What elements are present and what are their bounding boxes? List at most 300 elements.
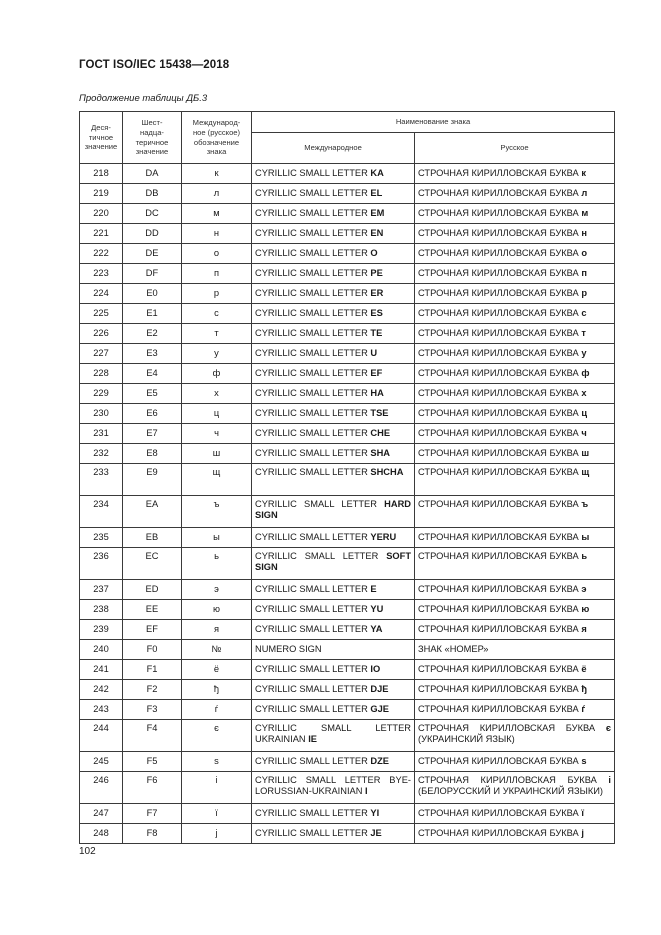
russian-name-letter: ё bbox=[581, 664, 587, 674]
international-name-cell bbox=[252, 184, 415, 204]
international-name-text: CYRILLIC SMALL LETTER bbox=[255, 684, 371, 694]
russian-name-text: СТРОЧНАЯ КИРИЛЛОВСКАЯ БУКВА bbox=[418, 808, 582, 818]
russian-name-text: СТРОЧНАЯ КИРИЛЛОВСКАЯ БУКВА bbox=[418, 388, 582, 398]
national-symbol-cell: ї bbox=[182, 804, 252, 824]
international-name-letter: CHE bbox=[370, 428, 391, 438]
table-row bbox=[80, 600, 615, 620]
hex-value-cell: F7 bbox=[123, 804, 182, 824]
decimal-value-cell: 222 bbox=[80, 244, 123, 264]
international-name-cell bbox=[252, 548, 415, 580]
russian-name-letter: х bbox=[581, 388, 587, 398]
hex-value-cell: EF bbox=[123, 620, 182, 640]
national-symbol-cell: х bbox=[182, 384, 252, 404]
header-name-group: Наименование знака bbox=[252, 112, 615, 133]
national-symbol-cell: № bbox=[182, 640, 252, 660]
international-name-letter: E bbox=[370, 584, 377, 594]
international-name-text: CYRILLIC SMALL LETTER bbox=[255, 168, 371, 178]
hex-value-cell: DA bbox=[123, 164, 182, 184]
russian-name-cell bbox=[415, 464, 615, 496]
national-symbol-cell: є bbox=[182, 720, 252, 752]
russian-name-letter: п bbox=[581, 268, 587, 278]
russian-name-cell bbox=[415, 384, 615, 404]
international-name-cell bbox=[252, 680, 415, 700]
decimal-value-cell: 239 bbox=[80, 620, 123, 640]
international-name-letter: TSE bbox=[370, 408, 389, 418]
table-row bbox=[80, 184, 615, 204]
hex-value-cell: EC bbox=[123, 548, 182, 580]
russian-name-text: СТРОЧНАЯ КИРИЛЛОВСКАЯ БУКВА bbox=[418, 168, 582, 178]
national-symbol-cell: ђ bbox=[182, 680, 252, 700]
decimal-value-cell: 246 bbox=[80, 772, 123, 804]
national-symbol-cell: н bbox=[182, 224, 252, 244]
decimal-value-cell: 223 bbox=[80, 264, 123, 284]
russian-name-letter: і bbox=[608, 775, 611, 785]
international-name-text: CYRILLIC SMALL LETTER bbox=[255, 499, 385, 509]
header-decimal: Деся- тичное значение bbox=[80, 112, 123, 164]
national-symbol-cell: ё bbox=[182, 660, 252, 680]
international-name-letter: JE bbox=[370, 828, 382, 838]
table-row bbox=[80, 496, 615, 528]
table-row bbox=[80, 700, 615, 720]
russian-name-cell bbox=[415, 364, 615, 384]
national-symbol-cell: р bbox=[182, 284, 252, 304]
russian-name-letter: ш bbox=[581, 448, 590, 458]
international-name-text: CYRILLIC SMALL LETTER BYE-LORUSSIAN-UKRAINIAN bbox=[255, 775, 411, 796]
russian-name-cell bbox=[415, 444, 615, 464]
russian-name-cell bbox=[415, 580, 615, 600]
international-name-letter: U bbox=[370, 348, 378, 358]
table-row bbox=[80, 804, 615, 824]
russian-name-cell bbox=[415, 528, 615, 548]
decimal-value-cell: 247 bbox=[80, 804, 123, 824]
russian-name-text: СТРОЧНАЯ КИРИЛЛОВСКАЯ БУКВА bbox=[418, 828, 582, 838]
international-name-cell bbox=[252, 424, 415, 444]
international-name-text: CYRILLIC SMALL LETTER bbox=[255, 584, 371, 594]
table-row bbox=[80, 264, 615, 284]
russian-name-note: (БЕЛОРУССКИЙ И УКРАИНСКИЙ ЯЗЫКИ) bbox=[418, 786, 604, 796]
table-row bbox=[80, 404, 615, 424]
international-name-text: CYRILLIC SMALL LETTER bbox=[255, 408, 371, 418]
national-symbol-cell: ѓ bbox=[182, 700, 252, 720]
table-row bbox=[80, 364, 615, 384]
russian-name-cell bbox=[415, 404, 615, 424]
russian-name-letter: щ bbox=[581, 467, 590, 477]
international-name-letter: YU bbox=[370, 604, 384, 614]
decimal-value-cell: 241 bbox=[80, 660, 123, 680]
international-name-text: CYRILLIC SMALL LETTER bbox=[255, 228, 371, 238]
decimal-value-cell: 231 bbox=[80, 424, 123, 444]
hex-value-cell: DF bbox=[123, 264, 182, 284]
russian-name-cell bbox=[415, 264, 615, 284]
hex-value-cell: F0 bbox=[123, 640, 182, 660]
russian-name-text: СТРОЧНАЯ КИРИЛЛОВСКАЯ БУКВА bbox=[418, 551, 582, 561]
decimal-value-cell: 236 bbox=[80, 548, 123, 580]
table-row bbox=[80, 580, 615, 600]
hex-value-cell: ED bbox=[123, 580, 182, 600]
international-name-cell bbox=[252, 528, 415, 548]
russian-name-letter: є bbox=[605, 723, 611, 733]
international-name-text: CYRILLIC SMALL LETTER bbox=[255, 551, 387, 561]
international-name-cell bbox=[252, 752, 415, 772]
international-name-letter: EF bbox=[370, 368, 383, 378]
international-name-letter: HARD SIGN bbox=[255, 499, 411, 520]
russian-name-text: СТРОЧНАЯ КИРИЛЛОВСКАЯ БУКВА bbox=[418, 328, 582, 338]
table-row bbox=[80, 660, 615, 680]
table-row bbox=[80, 680, 615, 700]
international-name-text: CYRILLIC SMALL LETTER UKRAINIAN bbox=[255, 723, 411, 744]
international-name-cell bbox=[252, 364, 415, 384]
russian-name-letter: н bbox=[581, 228, 587, 238]
hex-value-cell: F8 bbox=[123, 824, 182, 844]
russian-name-cell bbox=[415, 772, 615, 804]
russian-name-text: СТРОЧНАЯ КИРИЛЛОВСКАЯ БУКВА bbox=[418, 188, 582, 198]
russian-name-text: СТРОЧНАЯ КИРИЛЛОВСКАЯ БУКВА bbox=[418, 775, 609, 785]
table-row bbox=[80, 244, 615, 264]
table-row bbox=[80, 752, 615, 772]
table-row bbox=[80, 204, 615, 224]
international-name-cell bbox=[252, 660, 415, 680]
russian-name-letter: ї bbox=[581, 808, 584, 818]
russian-name-letter: т bbox=[581, 328, 586, 338]
international-name-text: CYRILLIC SMALL LETTER bbox=[255, 368, 371, 378]
russian-name-letter: э bbox=[581, 584, 587, 594]
international-name-text: CYRILLIC SMALL LETTER bbox=[255, 428, 371, 438]
international-name-cell bbox=[252, 640, 415, 660]
russian-name-cell bbox=[415, 284, 615, 304]
international-name-letter: ER bbox=[370, 288, 384, 298]
national-symbol-cell: п bbox=[182, 264, 252, 284]
russian-name-cell bbox=[415, 640, 615, 660]
hex-value-cell: F5 bbox=[123, 752, 182, 772]
international-name-cell bbox=[252, 404, 415, 424]
table-row bbox=[80, 224, 615, 244]
russian-name-text: СТРОЧНАЯ КИРИЛЛОВСКАЯ БУКВА bbox=[418, 348, 582, 358]
national-symbol-cell: ь bbox=[182, 548, 252, 580]
international-name-text: CYRILLIC SMALL LETTER bbox=[255, 756, 371, 766]
table-row bbox=[80, 824, 615, 844]
russian-name-letter: м bbox=[581, 208, 589, 218]
decimal-value-cell: 245 bbox=[80, 752, 123, 772]
national-symbol-cell: ј bbox=[182, 824, 252, 844]
russian-name-cell bbox=[415, 720, 615, 752]
header-national-symbol: Междунарoд- ное (русское) обозначение знака bbox=[182, 112, 252, 164]
russian-name-text: СТРОЧНАЯ КИРИЛЛОВСКАЯ БУКВА bbox=[418, 368, 582, 378]
decimal-value-cell: 229 bbox=[80, 384, 123, 404]
hex-value-cell: DD bbox=[123, 224, 182, 244]
russian-name-text: СТРОЧНАЯ КИРИЛЛОВСКАЯ БУКВА bbox=[418, 704, 582, 714]
national-symbol-cell: і bbox=[182, 772, 252, 804]
international-name-text: CYRILLIC SMALL LETTER bbox=[255, 388, 371, 398]
hex-value-cell: F1 bbox=[123, 660, 182, 680]
russian-name-cell bbox=[415, 424, 615, 444]
international-name-text: CYRILLIC SMALL LETTER bbox=[255, 188, 371, 198]
russian-name-letter: ч bbox=[581, 428, 587, 438]
russian-name-letter: л bbox=[581, 188, 588, 198]
decimal-value-cell: 243 bbox=[80, 700, 123, 720]
russian-name-cell bbox=[415, 344, 615, 364]
international-name-letter: SHA bbox=[370, 448, 391, 458]
decimal-value-cell: 224 bbox=[80, 284, 123, 304]
decimal-value-cell: 227 bbox=[80, 344, 123, 364]
international-name-text: CYRILLIC SMALL LETTER bbox=[255, 604, 371, 614]
russian-name-letter: к bbox=[581, 168, 586, 178]
international-name-letter: EL bbox=[370, 188, 383, 198]
international-name-cell bbox=[252, 164, 415, 184]
russian-name-text: СТРОЧНАЯ КИРИЛЛОВСКАЯ БУКВА bbox=[418, 624, 582, 634]
international-name-text: CYRILLIC SMALL LETTER bbox=[255, 704, 371, 714]
national-symbol-cell: щ bbox=[182, 464, 252, 496]
russian-name-cell bbox=[415, 324, 615, 344]
decimal-value-cell: 220 bbox=[80, 204, 123, 224]
russian-name-text: СТРОЧНАЯ КИРИЛЛОВСКАЯ БУКВА bbox=[418, 428, 582, 438]
international-name-letter: GJE bbox=[370, 704, 389, 714]
international-name-letter: SHCHA bbox=[370, 467, 404, 477]
russian-name-cell bbox=[415, 600, 615, 620]
international-name-letter: YERU bbox=[370, 532, 397, 542]
table-row bbox=[80, 528, 615, 548]
russian-name-letter: ю bbox=[581, 604, 590, 614]
table-row bbox=[80, 772, 615, 804]
russian-name-cell bbox=[415, 164, 615, 184]
russian-name-text: СТРОЧНАЯ КИРИЛЛОВСКАЯ БУКВА bbox=[418, 308, 582, 318]
international-name-text: CYRILLIC SMALL LETTER bbox=[255, 664, 371, 674]
russian-name-cell bbox=[415, 752, 615, 772]
national-symbol-cell: ъ bbox=[182, 496, 252, 528]
international-name-letter: EM bbox=[370, 208, 385, 218]
russian-name-text: СТРОЧНАЯ КИРИЛЛОВСКАЯ БУКВА bbox=[418, 268, 582, 278]
russian-name-text: СТРОЧНАЯ КИРИЛЛОВСКАЯ БУКВА bbox=[418, 723, 606, 733]
decimal-value-cell: 240 bbox=[80, 640, 123, 660]
decimal-value-cell: 230 bbox=[80, 404, 123, 424]
international-name-cell bbox=[252, 304, 415, 324]
russian-name-text: СТРОЧНАЯ КИРИЛЛОВСКАЯ БУКВА bbox=[418, 408, 582, 418]
international-name-cell bbox=[252, 284, 415, 304]
international-name-letter: ES bbox=[370, 308, 383, 318]
character-table bbox=[79, 111, 615, 844]
russian-name-text: СТРОЧНАЯ КИРИЛЛОВСКАЯ БУКВА bbox=[418, 499, 582, 509]
hex-value-cell: F2 bbox=[123, 680, 182, 700]
russian-name-letter: я bbox=[581, 624, 587, 634]
russian-name-letter: ф bbox=[581, 368, 590, 378]
international-name-cell bbox=[252, 824, 415, 844]
russian-name-letter: s bbox=[581, 756, 587, 766]
hex-value-cell: E7 bbox=[123, 424, 182, 444]
decimal-value-cell: 219 bbox=[80, 184, 123, 204]
hex-value-cell: E3 bbox=[123, 344, 182, 364]
table-row bbox=[80, 324, 615, 344]
table-row bbox=[80, 464, 615, 496]
page-number: 102 bbox=[79, 846, 96, 857]
international-name-text: CYRILLIC SMALL LETTER bbox=[255, 328, 371, 338]
national-symbol-cell: ы bbox=[182, 528, 252, 548]
international-name-letter: DJE bbox=[370, 684, 389, 694]
decimal-value-cell: 225 bbox=[80, 304, 123, 324]
decimal-value-cell: 221 bbox=[80, 224, 123, 244]
russian-name-text: СТРОЧНАЯ КИРИЛЛОВСКАЯ БУКВА bbox=[418, 664, 582, 674]
document-title: ГОСТ ISO/IEC 15438—2018 bbox=[79, 59, 230, 71]
international-name-letter: YI bbox=[370, 808, 380, 818]
table-row bbox=[80, 384, 615, 404]
russian-name-text: СТРОЧНАЯ КИРИЛЛОВСКАЯ БУКВА bbox=[418, 584, 582, 594]
russian-name-letter: ъ bbox=[581, 499, 589, 509]
hex-value-cell: EB bbox=[123, 528, 182, 548]
national-symbol-cell: s bbox=[182, 752, 252, 772]
national-symbol-cell: л bbox=[182, 184, 252, 204]
international-name-letter: I bbox=[365, 786, 368, 796]
hex-value-cell: EE bbox=[123, 600, 182, 620]
international-name-text: CYRILLIC SMALL LETTER bbox=[255, 248, 371, 258]
national-symbol-cell: ш bbox=[182, 444, 252, 464]
russian-name-text: СТРОЧНАЯ КИРИЛЛОВСКАЯ БУКВА bbox=[418, 208, 582, 218]
russian-name-letter: ј bbox=[581, 828, 584, 838]
international-name-cell bbox=[252, 720, 415, 752]
russian-name-letter: ы bbox=[581, 532, 590, 542]
russian-name-cell bbox=[415, 824, 615, 844]
international-name-letter: TE bbox=[370, 328, 383, 338]
international-name-letter: HA bbox=[370, 388, 384, 398]
hex-value-cell: E8 bbox=[123, 444, 182, 464]
table-row bbox=[80, 344, 615, 364]
international-name-cell bbox=[252, 384, 415, 404]
table-row bbox=[80, 164, 615, 184]
international-name-text: CYRILLIC SMALL LETTER bbox=[255, 532, 371, 542]
international-name-cell bbox=[252, 772, 415, 804]
hex-value-cell: E2 bbox=[123, 324, 182, 344]
decimal-value-cell: 232 bbox=[80, 444, 123, 464]
national-symbol-cell: к bbox=[182, 164, 252, 184]
table-row bbox=[80, 304, 615, 324]
international-name-text: CYRILLIC SMALL LETTER bbox=[255, 208, 371, 218]
russian-name-cell bbox=[415, 680, 615, 700]
header-russian: Русское bbox=[415, 133, 615, 164]
international-name-text: CYRILLIC SMALL LETTER bbox=[255, 308, 371, 318]
international-name-cell bbox=[252, 264, 415, 284]
hex-value-cell: F4 bbox=[123, 720, 182, 752]
hex-value-cell: DE bbox=[123, 244, 182, 264]
russian-name-cell bbox=[415, 184, 615, 204]
international-name-letter: YA bbox=[370, 624, 383, 634]
table-row bbox=[80, 720, 615, 752]
international-name-cell bbox=[252, 804, 415, 824]
international-name-cell bbox=[252, 344, 415, 364]
decimal-value-cell: 248 bbox=[80, 824, 123, 844]
decimal-value-cell: 234 bbox=[80, 496, 123, 528]
decimal-value-cell: 226 bbox=[80, 324, 123, 344]
international-name-text: CYRILLIC SMALL LETTER bbox=[255, 448, 371, 458]
international-name-cell bbox=[252, 324, 415, 344]
international-name-cell bbox=[252, 464, 415, 496]
table-caption: Продолжение таблицы ДБ.3 bbox=[79, 93, 208, 104]
national-symbol-cell: о bbox=[182, 244, 252, 264]
table-body bbox=[80, 164, 615, 844]
russian-name-text: СТРОЧНАЯ КИРИЛЛОВСКАЯ БУКВА bbox=[418, 448, 582, 458]
international-name-cell bbox=[252, 496, 415, 528]
international-name-text: NUMERO SIGN bbox=[255, 644, 322, 654]
international-name-letter: PE bbox=[370, 268, 383, 278]
russian-name-cell bbox=[415, 660, 615, 680]
hex-value-cell: E6 bbox=[123, 404, 182, 424]
russian-name-text: СТРОЧНАЯ КИРИЛЛОВСКАЯ БУКВА bbox=[418, 756, 582, 766]
russian-name-letter: ђ bbox=[581, 684, 588, 694]
hex-value-cell: E0 bbox=[123, 284, 182, 304]
decimal-value-cell: 237 bbox=[80, 580, 123, 600]
international-name-text: CYRILLIC SMALL LETTER bbox=[255, 467, 371, 477]
international-name-cell bbox=[252, 580, 415, 600]
national-symbol-cell: т bbox=[182, 324, 252, 344]
international-name-text: CYRILLIC SMALL LETTER bbox=[255, 828, 371, 838]
hex-value-cell: E1 bbox=[123, 304, 182, 324]
russian-name-text: ЗНАК «НОМЕР» bbox=[418, 644, 489, 654]
russian-name-letter: у bbox=[581, 348, 587, 358]
table-row bbox=[80, 620, 615, 640]
decimal-value-cell: 235 bbox=[80, 528, 123, 548]
hex-value-cell: E5 bbox=[123, 384, 182, 404]
russian-name-letter: с bbox=[581, 308, 587, 318]
russian-name-letter: о bbox=[581, 248, 588, 258]
header-hex: Шест- надца- теричное значение bbox=[123, 112, 182, 164]
table-row bbox=[80, 640, 615, 660]
table-row bbox=[80, 548, 615, 580]
header-international: Международное bbox=[252, 133, 415, 164]
russian-name-letter: р bbox=[581, 288, 588, 298]
russian-name-letter: ь bbox=[581, 551, 588, 561]
national-symbol-cell: ю bbox=[182, 600, 252, 620]
russian-name-cell bbox=[415, 548, 615, 580]
russian-name-text: СТРОЧНАЯ КИРИЛЛОВСКАЯ БУКВА bbox=[418, 532, 582, 542]
international-name-letter: IE bbox=[308, 734, 318, 744]
hex-value-cell: DB bbox=[123, 184, 182, 204]
international-name-letter: KA bbox=[370, 168, 384, 178]
national-symbol-cell: у bbox=[182, 344, 252, 364]
international-name-text: CYRILLIC SMALL LETTER bbox=[255, 808, 371, 818]
hex-value-cell: E9 bbox=[123, 464, 182, 496]
russian-name-cell bbox=[415, 304, 615, 324]
international-name-letter: SOFT SIGN bbox=[255, 551, 411, 572]
international-name-cell bbox=[252, 244, 415, 264]
national-symbol-cell: ф bbox=[182, 364, 252, 384]
international-name-cell bbox=[252, 444, 415, 464]
decimal-value-cell: 233 bbox=[80, 464, 123, 496]
russian-name-cell bbox=[415, 804, 615, 824]
russian-name-cell bbox=[415, 620, 615, 640]
russian-name-cell bbox=[415, 700, 615, 720]
decimal-value-cell: 244 bbox=[80, 720, 123, 752]
table-row bbox=[80, 424, 615, 444]
russian-name-note: (УКРАИНСКИЙ ЯЗЫК) bbox=[418, 734, 515, 744]
russian-name-letter: ѓ bbox=[581, 704, 586, 714]
international-name-cell bbox=[252, 224, 415, 244]
national-symbol-cell: э bbox=[182, 580, 252, 600]
russian-name-letter: ц bbox=[581, 408, 588, 418]
hex-value-cell: EA bbox=[123, 496, 182, 528]
russian-name-text: СТРОЧНАЯ КИРИЛЛОВСКАЯ БУКВА bbox=[418, 604, 582, 614]
decimal-value-cell: 218 bbox=[80, 164, 123, 184]
decimal-value-cell: 238 bbox=[80, 600, 123, 620]
national-symbol-cell: с bbox=[182, 304, 252, 324]
international-name-cell bbox=[252, 620, 415, 640]
national-symbol-cell: ч bbox=[182, 424, 252, 444]
international-name-cell bbox=[252, 204, 415, 224]
russian-name-text: СТРОЧНАЯ КИРИЛЛОВСКАЯ БУКВА bbox=[418, 228, 582, 238]
international-name-text: CYRILLIC SMALL LETTER bbox=[255, 348, 371, 358]
decimal-value-cell: 242 bbox=[80, 680, 123, 700]
international-name-letter: DZE bbox=[370, 756, 389, 766]
international-name-cell bbox=[252, 600, 415, 620]
table-row bbox=[80, 444, 615, 464]
international-name-letter: EN bbox=[370, 228, 384, 238]
hex-value-cell: F6 bbox=[123, 772, 182, 804]
russian-name-text: СТРОЧНАЯ КИРИЛЛОВСКАЯ БУКВА bbox=[418, 684, 582, 694]
